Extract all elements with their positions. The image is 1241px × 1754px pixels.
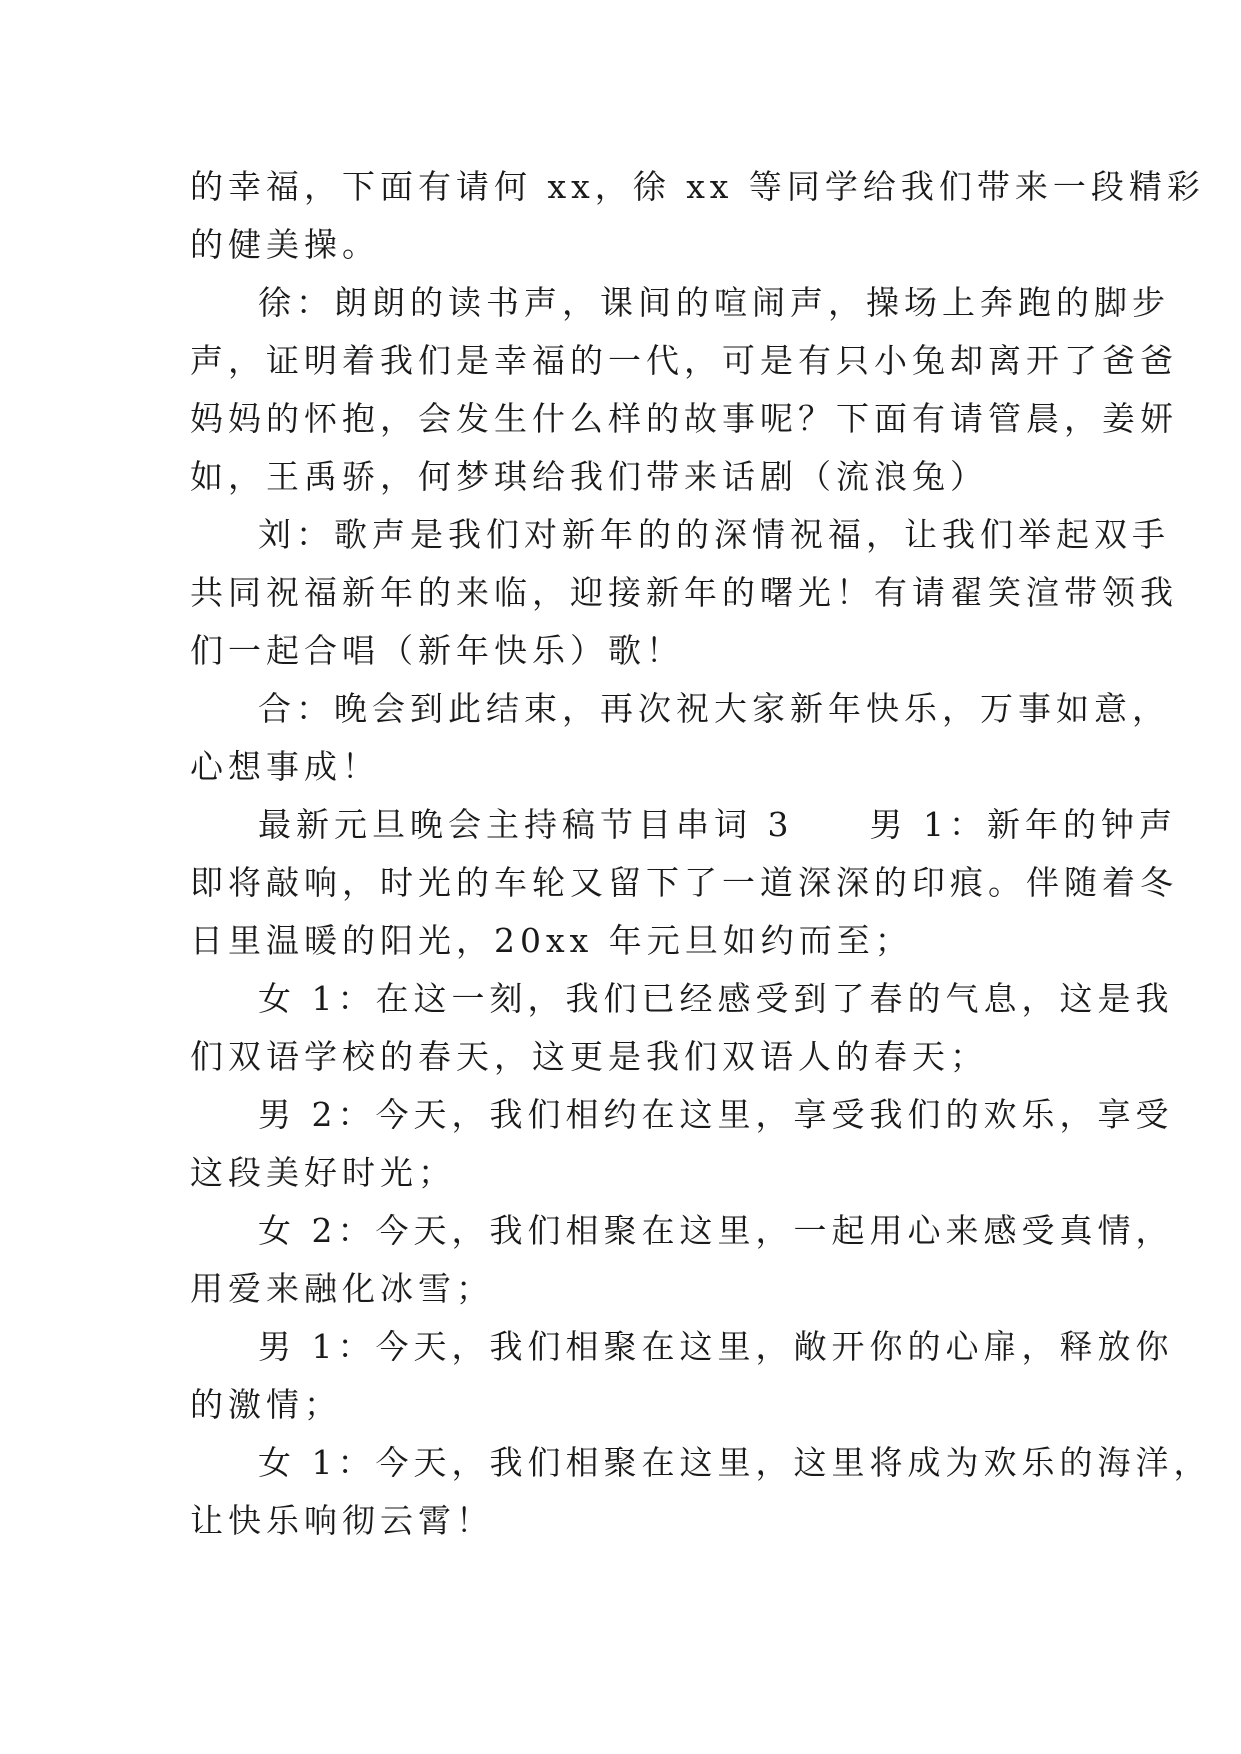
text-line: 们一起合唱（新年快乐）歌！ <box>190 631 684 670</box>
text-line: 如，王禹骄，何梦琪给我们带来话剧（流浪兔） <box>190 457 988 496</box>
text-line: 用爱来融化冰雪； <box>190 1269 494 1308</box>
text-line: 徐：朗朗的读书声，课间的喧闹声，操场上奔跑的脚步 <box>258 283 1170 322</box>
text-line: 日里温暖的阳光，20xx 年元旦如约而至； <box>190 921 913 960</box>
text-line: 的健美操。 <box>190 225 380 264</box>
text-line: 合：晚会到此结束，再次祝大家新年快乐，万事如意， <box>258 689 1170 728</box>
text-line: 让快乐响彻云霄！ <box>190 1501 494 1540</box>
document-body <box>190 158 1212 1550</box>
text-line: 们双语学校的春天，这更是我们双语人的春天； <box>190 1037 988 1076</box>
text-line: 的幸福，下面有请何 xx，徐 xx 等同学给我们带来一段精彩 <box>190 167 1205 206</box>
text-line: 共同祝福新年的来临，迎接新年的曙光！有请翟笑渲带领我 <box>190 573 1178 612</box>
text-line: 声，证明着我们是幸福的一代，可是有只小兔却离开了爸爸 <box>190 341 1178 380</box>
text-line: 女 1：在这一刻，我们已经感受到了春的气息，这是我 <box>258 979 1174 1018</box>
text-line: 即将敲响，时光的车轮又留下了一道深深的印痕。伴随着冬 <box>190 863 1178 902</box>
text-line: 女 2：今天，我们相聚在这里，一起用心来感受真情， <box>258 1211 1174 1250</box>
text-line: 女 1：今天，我们相聚在这里，这里将成为欢乐的海洋， <box>258 1443 1212 1482</box>
text-line: 的激情； <box>190 1385 342 1424</box>
text-line: 心想事成！ <box>190 747 380 786</box>
text-line: 妈妈的怀抱，会发生什么样的故事呢？下面有请管晨，姜妍 <box>190 399 1178 438</box>
text-line: 这段美好时光； <box>190 1153 456 1192</box>
text-line: 男 1：今天，我们相聚在这里，敞开你的心扉，释放你 <box>258 1327 1174 1366</box>
text-line: 男 2：今天，我们相约在这里，享受我们的欢乐，享受 <box>258 1095 1174 1134</box>
text-line: 刘：歌声是我们对新年的的深情祝福，让我们举起双手 <box>258 515 1170 554</box>
text-line: 最新元旦晚会主持稿节目串词 3 男 1：新年的钟声 <box>258 805 1177 844</box>
